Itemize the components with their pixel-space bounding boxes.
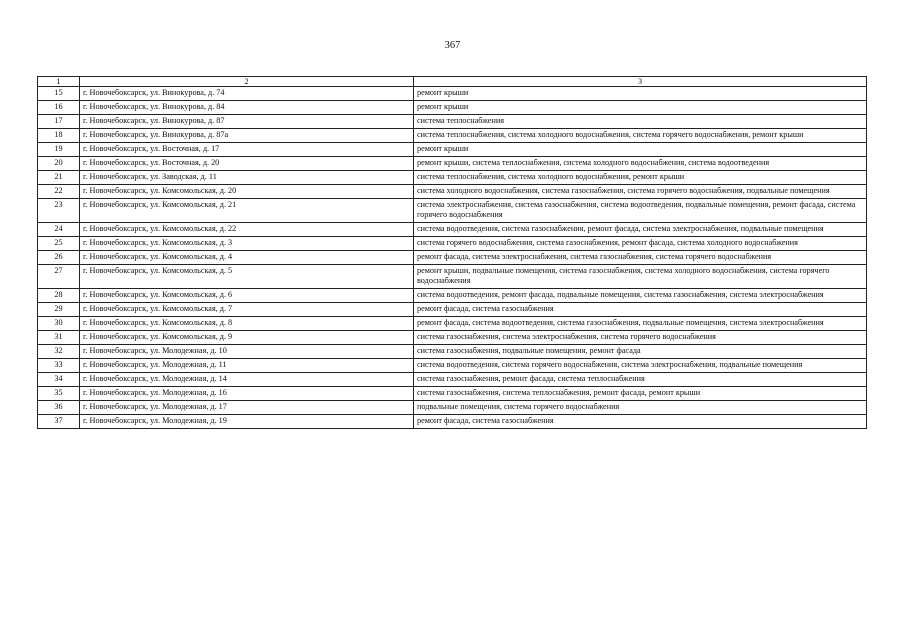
- row-works: система горячего водоснабжения, система газоснабжения, ремонт фасада, система холодного водоснабжения: [414, 237, 867, 251]
- row-address: г. Новочебоксарск, ул. Комсомольская, д. 7: [80, 303, 414, 317]
- row-works: подвальные помещения, система горячего водоснабжения: [414, 401, 867, 415]
- table-header-row: [38, 77, 867, 87]
- row-address: г. Новочебоксарск, ул. Восточная, д. 20: [80, 157, 414, 171]
- row-address: г. Новочебоксарск, ул. Молодежная, д. 17: [80, 401, 414, 415]
- row-address: г. Новочебоксарск, ул. Комсомольская, д. 4: [80, 251, 414, 265]
- row-address: г. Новочебоксарск, ул. Винокурова, д. 87: [80, 115, 414, 129]
- row-number: 31: [38, 331, 80, 345]
- table-row: [38, 265, 867, 289]
- table-row: [38, 115, 867, 129]
- table-row: [38, 171, 867, 185]
- row-address: г. Новочебоксарск, ул. Комсомольская, д. 6: [80, 289, 414, 303]
- table-row: [38, 251, 867, 265]
- row-address: г. Новочебоксарск, ул. Восточная, д. 17: [80, 143, 414, 157]
- row-number: 32: [38, 345, 80, 359]
- table-row: [38, 87, 867, 101]
- row-number: 19: [38, 143, 80, 157]
- table-row: [38, 303, 867, 317]
- row-address: г. Новочебоксарск, ул. Заводская, д. 11: [80, 171, 414, 185]
- row-number: 18: [38, 129, 80, 143]
- row-number: 22: [38, 185, 80, 199]
- row-works: система газоснабжения, система электроснабжения, система горячего водоснабжения: [414, 331, 867, 345]
- row-works: система теплоснабжения: [414, 115, 867, 129]
- row-works: система газоснабжения, подвальные помещения, ремонт фасада: [414, 345, 867, 359]
- works-table: [37, 76, 867, 429]
- row-number: 33: [38, 359, 80, 373]
- table-row: [38, 157, 867, 171]
- row-number: 23: [38, 199, 80, 223]
- row-number: 35: [38, 387, 80, 401]
- column-header-address: 2: [80, 77, 414, 87]
- table-row: [38, 223, 867, 237]
- row-works: ремонт фасада, система электроснабжения, система газоснабжения, система горячего водоснабжения: [414, 251, 867, 265]
- row-number: 16: [38, 101, 80, 115]
- row-works: ремонт крыши, система теплоснабжения, система холодного водоснабжения, система водоотведения: [414, 157, 867, 171]
- row-address: г. Новочебоксарск, ул. Молодежная, д. 10: [80, 345, 414, 359]
- row-address: г. Новочебоксарск, ул. Комсомольская, д. 21: [80, 199, 414, 223]
- row-works: система газоснабжения, ремонт фасада, система теплоснабжения: [414, 373, 867, 387]
- row-number: 15: [38, 87, 80, 101]
- table-row: [38, 129, 867, 143]
- row-address: г. Новочебоксарск, ул. Молодежная, д. 11: [80, 359, 414, 373]
- row-number: 20: [38, 157, 80, 171]
- row-works: ремонт фасада, система водоотведения, система газоснабжения, подвальные помещения, система электроснабжения: [414, 317, 867, 331]
- row-number: 24: [38, 223, 80, 237]
- table-row: [38, 401, 867, 415]
- row-works: система водоотведения, ремонт фасада, подвальные помещения, система газоснабжения, система электроснабжения: [414, 289, 867, 303]
- row-number: 26: [38, 251, 80, 265]
- row-number: 25: [38, 237, 80, 251]
- row-number: 21: [38, 171, 80, 185]
- row-number: 34: [38, 373, 80, 387]
- row-address: г. Новочебоксарск, ул. Винокурова, д. 87а: [80, 129, 414, 143]
- column-header-number: 1: [38, 77, 80, 87]
- row-works: система теплоснабжения, система холодного водоснабжения, ремонт крыши: [414, 171, 867, 185]
- row-address: г. Новочебоксарск, ул. Молодежная, д. 19: [80, 415, 414, 429]
- row-works: система теплоснабжения, система холодного водоснабжения, система горячего водоснабжения, ремонт крыши: [414, 129, 867, 143]
- table-body: [38, 77, 867, 429]
- table-row: [38, 331, 867, 345]
- table-row: [38, 143, 867, 157]
- row-address: г. Новочебоксарск, ул. Комсомольская, д. 3: [80, 237, 414, 251]
- table-row: [38, 415, 867, 429]
- table-row: [38, 359, 867, 373]
- row-works: ремонт крыши, подвальные помещения, система газоснабжения, система холодного водоснабжения, система горячего водоснабжения: [414, 265, 867, 289]
- row-works: система водоотведения, система горячего водоснабжения, система электроснабжения, подвальные помещения: [414, 359, 867, 373]
- row-address: г. Новочебоксарск, ул. Комсомольская, д. 9: [80, 331, 414, 345]
- row-works: ремонт фасада, система газоснабжения: [414, 415, 867, 429]
- column-header-works: 3: [414, 77, 867, 87]
- row-address: г. Новочебоксарск, ул. Комсомольская, д. 8: [80, 317, 414, 331]
- row-address: г. Новочебоксарск, ул. Молодежная, д. 14: [80, 373, 414, 387]
- row-address: г. Новочебоксарск, ул. Молодежная, д. 16: [80, 387, 414, 401]
- row-number: 27: [38, 265, 80, 289]
- row-address: г. Новочебоксарск, ул. Комсомольская, д. 22: [80, 223, 414, 237]
- table-row: [38, 345, 867, 359]
- table-row: [38, 185, 867, 199]
- table-row: [38, 373, 867, 387]
- table-row: [38, 101, 867, 115]
- row-number: 29: [38, 303, 80, 317]
- table-row: [38, 289, 867, 303]
- row-number: 37: [38, 415, 80, 429]
- row-number: 36: [38, 401, 80, 415]
- table-row: [38, 387, 867, 401]
- page-number: 367: [444, 40, 461, 51]
- table-row: [38, 199, 867, 223]
- row-works: система холодного водоснабжения, система газоснабжения, система горячего водоснабжения, подвальные помещения: [414, 185, 867, 199]
- row-works: система электроснабжения, система газоснабжения, система водоотведения, подвальные помещения, ремонт фасада, система горячего водоснабжения: [414, 199, 867, 223]
- table-row: [38, 237, 867, 251]
- row-works: система водоотведения, система газоснабжения, ремонт фасада, система электроснабжения, подвальные помещения: [414, 223, 867, 237]
- table-row: [38, 317, 867, 331]
- row-number: 17: [38, 115, 80, 129]
- row-number: 28: [38, 289, 80, 303]
- row-address: г. Новочебоксарск, ул. Винокурова, д. 74: [80, 87, 414, 101]
- row-works: ремонт крыши: [414, 87, 867, 101]
- row-address: г. Новочебоксарск, ул. Комсомольская, д. 5: [80, 265, 414, 289]
- row-works: ремонт крыши: [414, 101, 867, 115]
- row-works: ремонт крыши: [414, 143, 867, 157]
- row-address: г. Новочебоксарск, ул. Комсомольская, д. 20: [80, 185, 414, 199]
- row-number: 30: [38, 317, 80, 331]
- row-address: г. Новочебоксарск, ул. Винокурова, д. 84: [80, 101, 414, 115]
- row-works: система газоснабжения, система теплоснабжения, ремонт фасада, ремонт крыши: [414, 387, 867, 401]
- row-works: ремонт фасада, система газоснабжения: [414, 303, 867, 317]
